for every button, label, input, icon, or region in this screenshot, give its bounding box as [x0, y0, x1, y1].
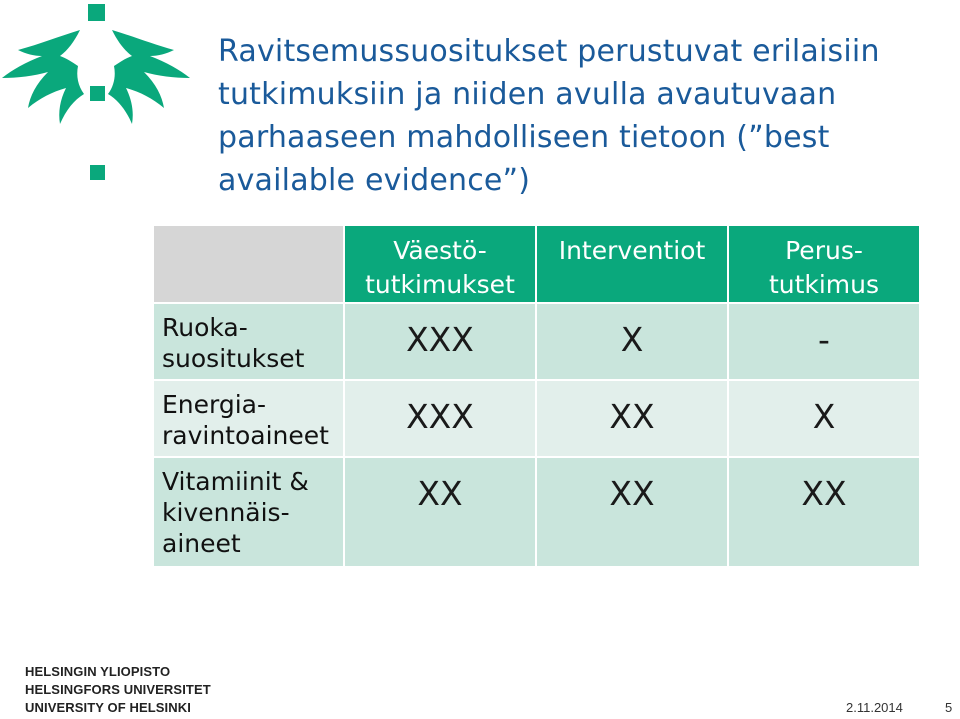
row-label-text: Energia- ravintoaineet: [162, 390, 329, 450]
row-label: [153, 457, 344, 567]
logo-flame-left: [2, 30, 84, 124]
university-name-line: HELSINGFORS UNIVERSITET: [25, 682, 211, 697]
university-name-line: UNIVERSITY OF HELSINKI: [25, 700, 191, 715]
header-perustutkimus: [728, 225, 920, 303]
title-line: available evidence”): [218, 163, 531, 198]
table-cell: XXX: [344, 380, 536, 457]
table-cell: XXX: [344, 303, 536, 380]
logo-square: [90, 86, 105, 101]
table-cell: XX: [344, 457, 536, 567]
header-label: Väestö- tutkimukset: [365, 236, 515, 299]
header-label: Perus- tutkimus: [768, 236, 880, 299]
slide-title: [218, 30, 938, 202]
row-label: [153, 303, 344, 380]
table-cell: X: [536, 303, 728, 380]
table-cell: -: [728, 303, 920, 380]
table-cell: XX: [728, 457, 920, 567]
row-label: [153, 380, 344, 457]
university-flame-logo: [0, 0, 200, 200]
slide-date: 2.11.2014: [846, 700, 903, 715]
table-row: [153, 380, 920, 457]
table-row: [153, 303, 920, 380]
header-label: Interventiot: [558, 236, 706, 265]
page-number: 5: [945, 700, 953, 715]
university-name-logo: [25, 663, 211, 717]
logo-square: [90, 165, 105, 180]
table-header-row: [153, 225, 920, 303]
row-label-text: Ruoka- suositukset: [162, 313, 305, 373]
university-name-line: HELSINGIN YLIOPISTO: [25, 664, 171, 679]
table-cell: X: [728, 380, 920, 457]
header-empty-cell: [153, 225, 344, 303]
table-cell: XX: [536, 457, 728, 567]
header-vaestotutkimukset: [344, 225, 536, 303]
title-line: Ravitsemussuositukset perustuvat erilaisiin: [218, 34, 880, 69]
title-line: tutkimuksiin ja niiden avulla avautuvaan: [218, 77, 837, 112]
row-label-text: Vitamiinit & kivennäis- aineet: [162, 467, 309, 558]
logo-square: [88, 4, 105, 21]
table-cell: XX: [536, 380, 728, 457]
logo-flame-right: [108, 30, 190, 124]
evidence-table: [152, 224, 921, 568]
table-row: [153, 457, 920, 567]
title-line: parhaaseen mahdolliseen tietoon (”best: [218, 120, 830, 155]
header-interventiot: [536, 225, 728, 303]
